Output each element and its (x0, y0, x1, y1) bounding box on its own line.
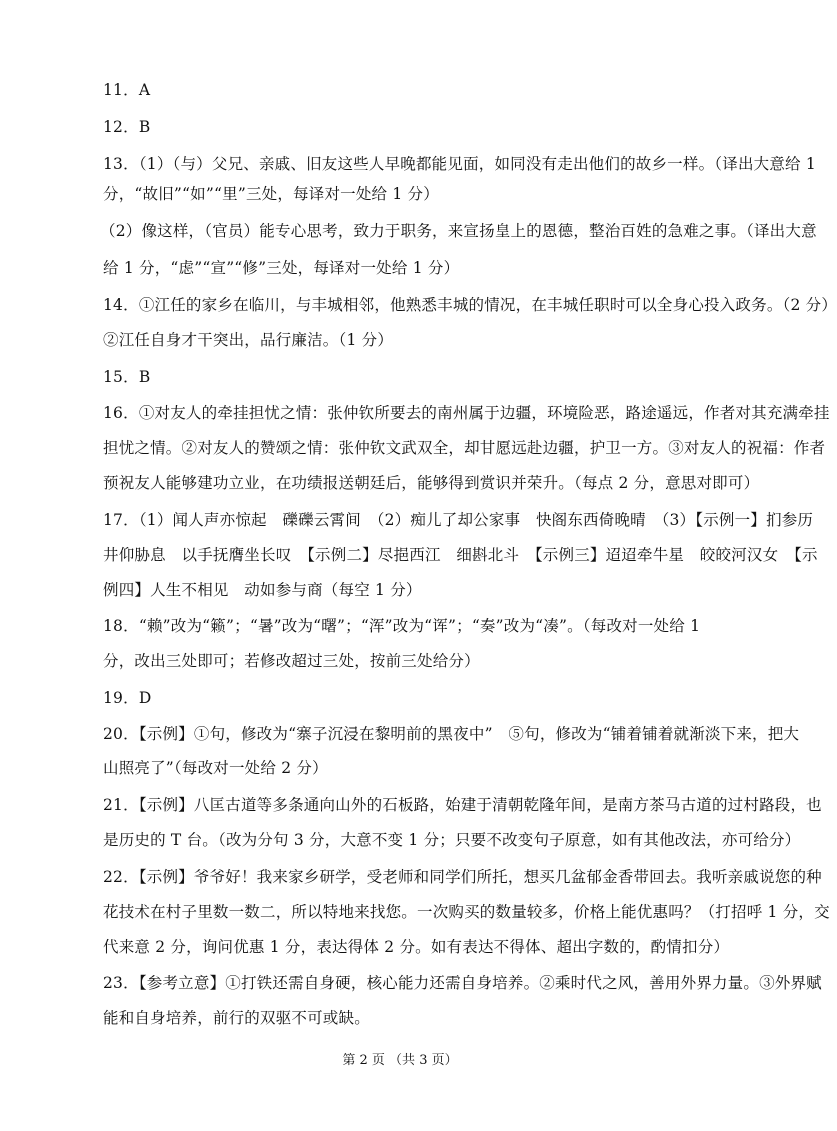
answer-18-line-1: 18．“赖”改为“籁”；“暑”改为“曙”；“浑”改为“诨”；“奏”改为“凑”。（每改对一处给 1 (103, 617, 701, 635)
answer-21-line-1: 21．【示例】八匡古道等多条通向山外的石板路，始建于清朝乾隆年间，是南方茶马古道的过村路段，也 (103, 796, 822, 814)
answer-20-line-2: 山照亮了”（每改对一处给 2 分） (103, 759, 328, 777)
answer-11: 11．A (103, 81, 151, 99)
answer-13-line-3: （2）像这样，（官员）能专心思考，致力于职务，来宣扬皇上的恩德，整治百姓的急难之事。（译出大意 (100, 222, 817, 240)
answer-22-line-1: 22．【示例】爷爷好！我来家乡研学，受老师和同学们所托，想买几盆郁金香带回去。我听亲戚说您的种 (103, 868, 822, 886)
answer-17-line-2: 井仰胁息 以手抚膺坐长叹 【示例二】尽挹西江 细斟北斗 【示例三】迢迢牵牛星 皎皎河汉女 【示 (103, 546, 818, 564)
answer-20-line-1: 20．【示例】①句，修改为“寨子沉浸在黎明前的黑夜中” ⑤句，修改为“铺着铺着就渐淡下来，把大 (103, 725, 800, 743)
answer-22-line-2: 花技术在村子里数一数二，所以特地来找您。一次购买的数量较多，价格上能优惠吗？（打招呼 1 分，交 (103, 903, 830, 921)
answer-16-line-1: 16．①对友人的牵挂担忧之情：张仲钦所要去的南州属于边疆，环境险恶，路途遥远，作者对其充满牵挂 (103, 404, 830, 422)
answer-15: 15．B (103, 368, 151, 386)
answer-14-line-1: 14．①江任的家乡在临川，与丰城相邻，他熟悉丰城的情况，在丰城任职时可以全身心投入政务。（2 分） (103, 296, 837, 314)
answer-21-line-2: 是历史的 T 台。（改为分句 3 分，大意不变 1 分；只要不改变句子原意，如有其他改法，亦可给分） (103, 831, 801, 849)
page-number-footer: 第 2 页 （共 3 页） (342, 1053, 458, 1068)
answer-18-line-2: 分，改出三处即可；若修改超过三处，按前三处给分） (103, 652, 480, 670)
answer-22-line-3: 代来意 2 分，询问优惠 1 分，表达得体 2 分。如有表达不得体、超出字数的，酌情扣分） (103, 938, 730, 956)
answer-17-line-3: 例四】人生不相见 动如参与商（每空 1 分） (103, 581, 422, 599)
answer-12: 12．B (103, 118, 151, 136)
answer-16-line-3: 预祝友人能够建功立业，在功绩报送朝廷后，能够得到赏识并荣升。（每点 2 分，意思对即可） (103, 474, 760, 492)
answer-13-line-1: 13．（1）（与）父兄、亲戚、旧友这些人早晚都能见面，如同没有走出他们的故乡一样。（译出大意给 1 (103, 155, 816, 173)
answer-19: 19．D (103, 689, 152, 707)
answer-16-line-2: 担忧之情。②对友人的赞颂之情：张仲钦文武双全，却甘愿远赴边疆，护卫一方。③对友人的祝福：作者 (103, 439, 826, 457)
answer-23-line-1: 23．【参考立意】①打铁还需自身硬，核心能力还需自身培养。②乘时代之风，善用外界力量。③外界赋 (103, 974, 822, 992)
answer-14-line-2: ②江任自身才干突出，品行廉洁。（1 分） (103, 331, 394, 349)
answer-17-line-1: 17．（1）闻人声亦惊起 礫礫云霄间 （2）痴儿了却公家事 快阁东西倚晚晴 （3）【示例一】扪参历 (103, 511, 814, 529)
answer-13-line-4: 给 1 分，“虑”“宣”“修”三处，每译对一处给 1 分） (103, 259, 460, 277)
answer-13-line-2: 分，“故旧”“如”“里”三处，每译对一处给 1 分） (103, 185, 439, 203)
answer-23-line-2: 能和自身培养，前行的双驱不可或缺。 (103, 1009, 370, 1027)
